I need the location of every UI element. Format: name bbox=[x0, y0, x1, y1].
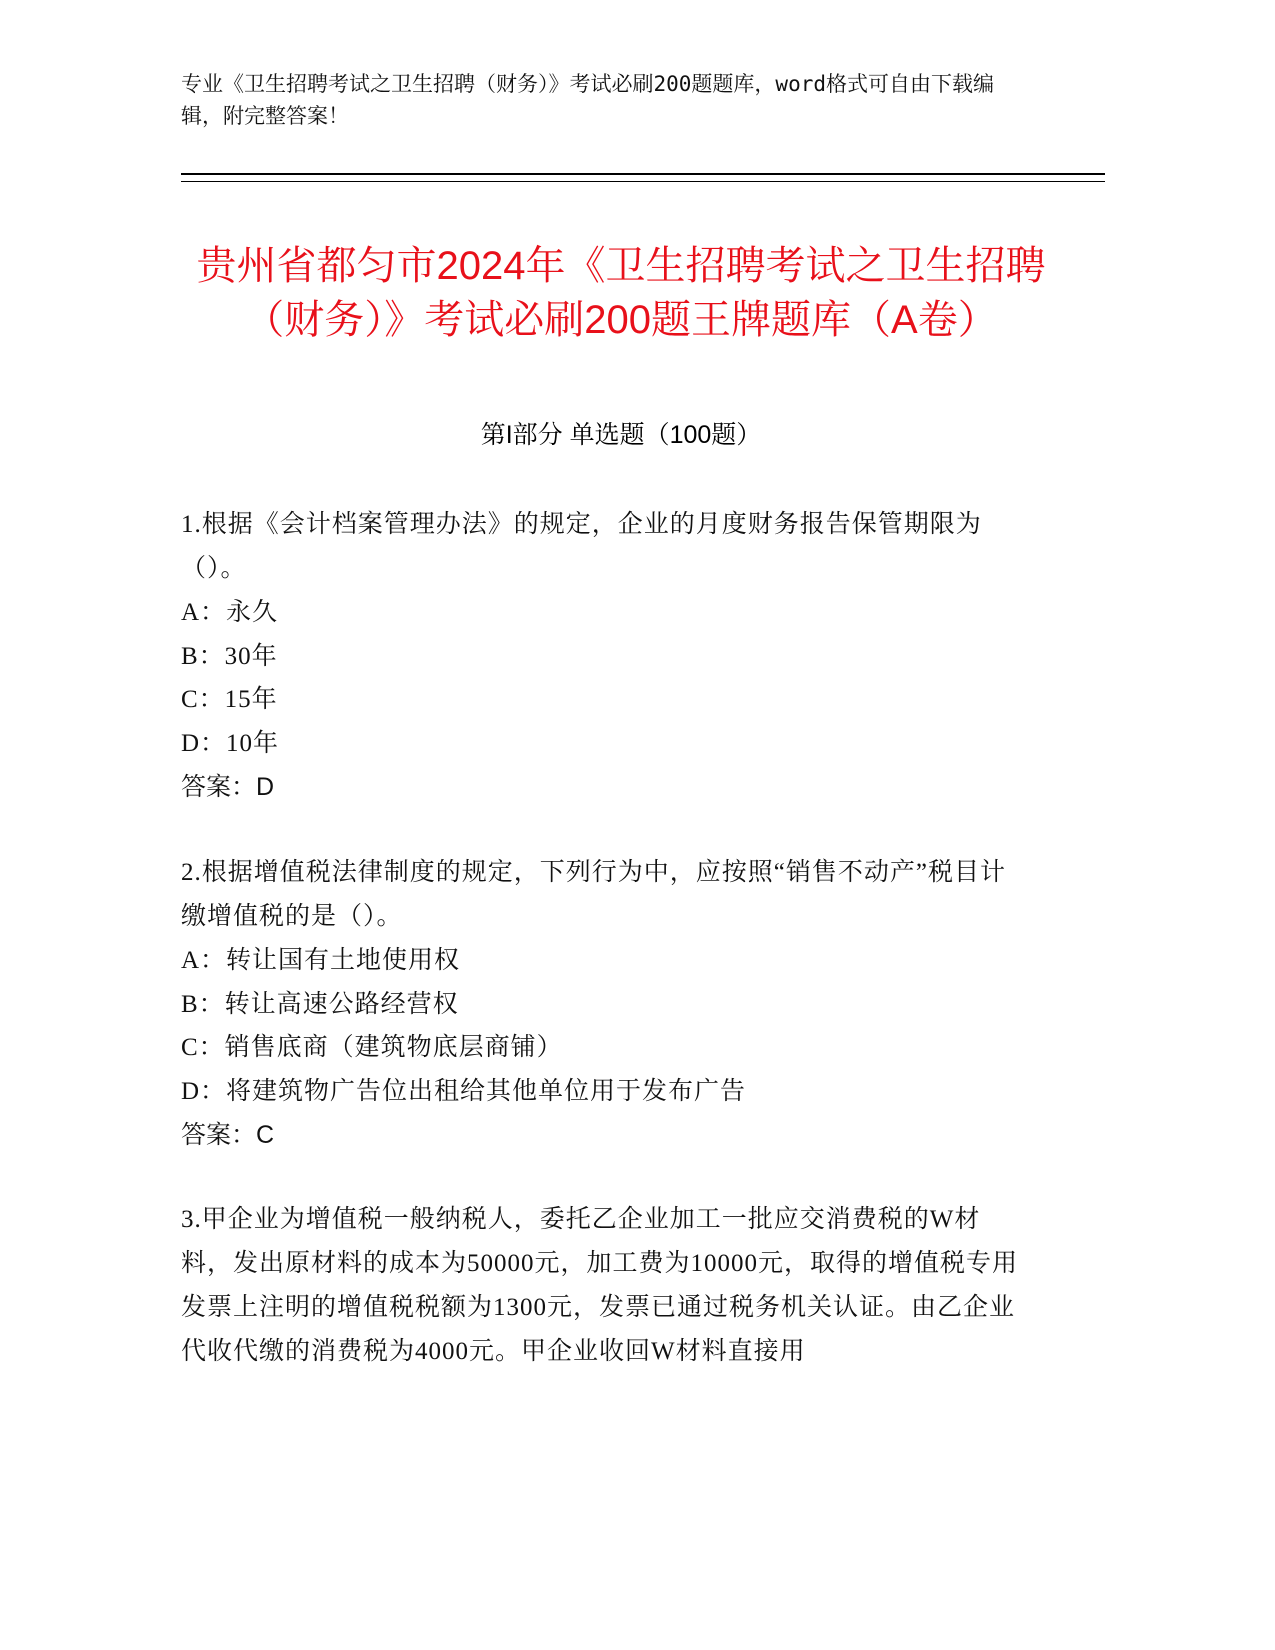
header-divider-thick bbox=[181, 173, 1105, 175]
header-divider-thin bbox=[181, 181, 1105, 182]
question-stem: 3.甲企业为增值税一般纳税人，委托乙企业加工一批应交消费税的W材料，发出原材料的成本为50000元，加工费为10000元，取得的增值税专用发票上注明的增值税税额为1300元，发票已通过税务机关认证。由乙企业代收代缴的消费税为4000元。甲企业收回W材料直接用 bbox=[181, 1206, 1019, 1365]
option-b: B：30年 bbox=[181, 642, 278, 670]
question-2 bbox=[181, 851, 1031, 1157]
header-note: 专业《卫生招聘考试之卫生招聘（财务）》考试必刷200题题库，word格式可自由下载编辑，附完整答案！ bbox=[181, 72, 994, 128]
answer: 答案：C bbox=[181, 1121, 275, 1149]
option-c: C：15年 bbox=[181, 686, 278, 713]
question-stem: 2.根据增值税法律制度的规定，下列行为中，应按照“销售不动产”税目计缴增值税的是（）。 bbox=[181, 859, 1006, 930]
option-a: A：转让国有土地使用权 bbox=[181, 947, 461, 974]
option-d: D：10年 bbox=[181, 729, 280, 757]
section-title: 第I部分 单选题（100题） bbox=[480, 421, 762, 449]
option-a: A：永久 bbox=[181, 599, 279, 626]
question-3 bbox=[181, 1198, 1031, 1374]
answer: 答案：D bbox=[181, 773, 275, 801]
option-c: C：销售底商（建筑物底层商铺） bbox=[181, 1034, 563, 1061]
document-title: 贵州省都匀市2024年《卫生招聘考试之卫生招聘（财务）》考试必刷200题王牌题库（A卷） bbox=[196, 243, 1046, 342]
question-stem: 1.根据《会计档案管理办法》的规定，企业的月度财务报告保管期限为（）。 bbox=[181, 511, 982, 582]
option-d: D：将建筑物广告位出租给其他单位用于发布广告 bbox=[181, 1077, 747, 1105]
question-1 bbox=[181, 503, 1031, 809]
option-b: B：转让高速公路经营权 bbox=[181, 990, 459, 1018]
